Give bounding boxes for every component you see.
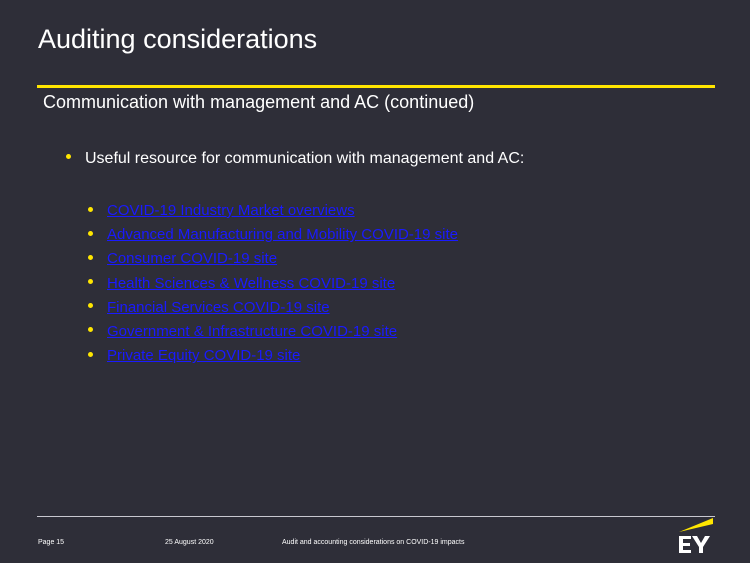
list-item	[88, 247, 458, 271]
title-divider	[37, 85, 715, 88]
list-item	[88, 272, 458, 296]
bullet-icon	[88, 279, 93, 284]
resource-link-list	[88, 199, 458, 368]
link-financial-services[interactable]: Financial Services COVID-19 site	[107, 298, 330, 316]
bullet-icon	[88, 207, 93, 212]
ey-logo-icon	[677, 518, 715, 556]
list-item	[88, 199, 458, 223]
link-private-equity[interactable]: Private Equity COVID-19 site	[107, 347, 301, 365]
link-government-infrastructure[interactable]: Government & Infrastructure COVID-19 site	[107, 322, 398, 340]
slide-subtitle: Communication with management and AC (continued)	[43, 92, 475, 112]
bullet-icon	[88, 231, 93, 236]
lead-bullet-text: Useful resource for communication with management and AC:	[85, 150, 525, 167]
bullet-icon	[88, 352, 93, 357]
bullet-icon	[88, 327, 93, 332]
list-item	[88, 344, 458, 368]
list-item	[88, 296, 458, 320]
slide-title: Auditing considerations	[38, 24, 318, 54]
link-advanced-manufacturing-mobility[interactable]: Advanced Manufacturing and Mobility COVID-19 site	[107, 226, 459, 244]
bullet-icon	[88, 303, 93, 308]
footer-divider	[37, 516, 715, 517]
bullet-icon	[88, 255, 93, 260]
bullet-icon	[66, 154, 71, 159]
list-item	[88, 320, 458, 344]
link-health-sciences-wellness[interactable]: Health Sciences & Wellness COVID-19 site	[107, 274, 396, 292]
link-covid-industry-market-overviews[interactable]: COVID-19 Industry Market overviews	[107, 202, 355, 219]
footer-date: 25 August 2020	[165, 539, 214, 546]
list-item	[88, 223, 458, 247]
footer-document-title: Audit and accounting considerations on COVID-19 impacts	[282, 539, 465, 546]
lead-bullet	[66, 149, 524, 169]
footer-page-number: Page 15	[38, 539, 65, 546]
link-consumer[interactable]: Consumer COVID-19 site	[107, 250, 278, 268]
